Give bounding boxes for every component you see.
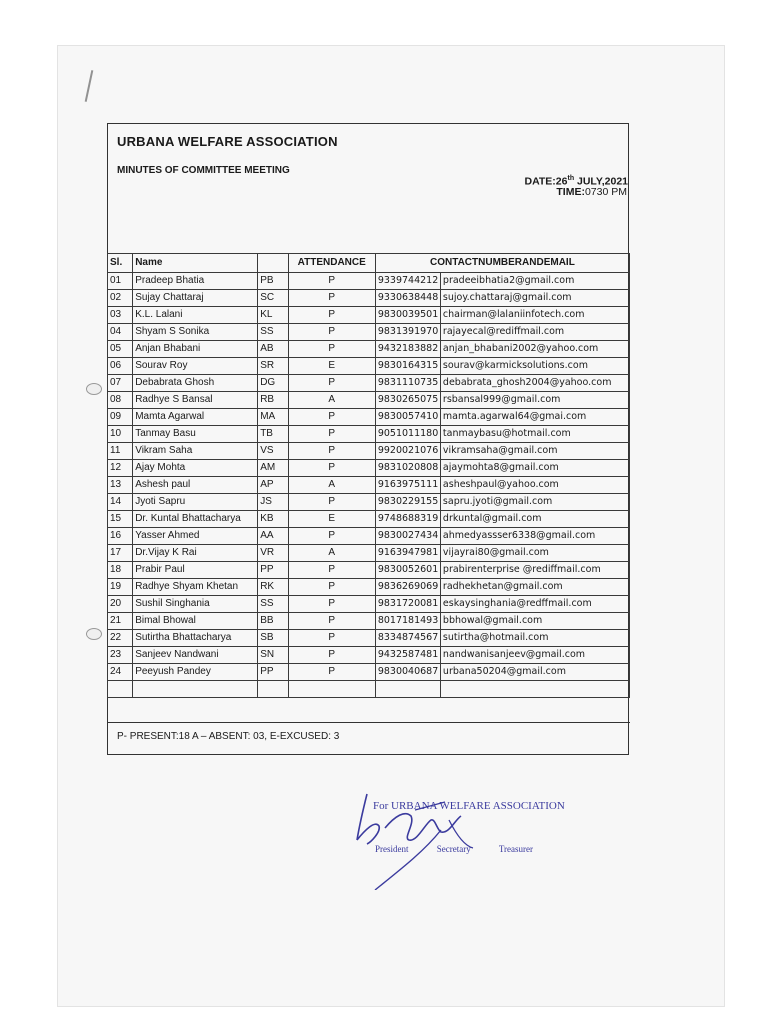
cell-code: RK — [258, 579, 288, 596]
cell-phone: 9830265075 — [375, 392, 440, 409]
cell-email: anjan_bhabani2002@yahoo.com — [440, 341, 629, 358]
cell-name: Sushil Singhania — [133, 596, 258, 613]
cell-email: vijayrai80@gmail.com — [440, 545, 629, 562]
cell-sl: 13 — [108, 477, 133, 494]
cell-email: sujoy.chattaraj@gmail.com — [440, 290, 629, 307]
cell-sl: 10 — [108, 426, 133, 443]
cell-phone: 9831391970 — [375, 324, 440, 341]
cell-name: Radhye Shyam Khetan — [133, 579, 258, 596]
cell-attendance: A — [288, 477, 375, 494]
cell-email: mamta.agarwal64@gmai.com — [440, 409, 629, 426]
table-row — [108, 443, 630, 460]
cell-phone: 9432183882 — [375, 341, 440, 358]
cell-code: SB — [258, 630, 288, 647]
cell-attendance: A — [288, 392, 375, 409]
table-row — [108, 409, 630, 426]
handwritten-signature — [345, 780, 605, 890]
cell-code: SS — [258, 596, 288, 613]
table-row — [108, 613, 630, 630]
cell-phone: 9163975111 — [375, 477, 440, 494]
cell-email: pradeeibhatia2@gmail.com — [440, 273, 629, 290]
cell-email: urbana50204@gmail.com — [440, 664, 629, 681]
role-treasurer: Treasurer — [498, 844, 533, 854]
cell-email: eskaysinghania@redffmail.com — [440, 596, 629, 613]
table-row — [108, 290, 630, 307]
cell-code: BB — [258, 613, 288, 630]
cell-code: AB — [258, 341, 288, 358]
cell-sl: 20 — [108, 596, 133, 613]
punch-hole — [86, 628, 102, 640]
cell-email: asheshpaul@yahoo.com — [440, 477, 629, 494]
cell-name: Dr. Kuntal Bhattacharya — [133, 511, 258, 528]
cell-code: PB — [258, 273, 288, 290]
cell-email: sutirtha@hotmail.com — [440, 630, 629, 647]
cell-phone: 9051011180 — [375, 426, 440, 443]
meeting-time — [556, 186, 627, 198]
table-row — [108, 460, 630, 477]
cell-code: DG — [258, 375, 288, 392]
signature-org-line: For URBANA WELFARE ASSOCIATION — [373, 800, 565, 812]
cell-email: tanmaybasu@hotmail.com — [440, 426, 629, 443]
header-contact: CONTACTNUMBERANDEMAIL — [375, 254, 629, 273]
cell-name: Yasser Ahmed — [133, 528, 258, 545]
cell-sl: 16 — [108, 528, 133, 545]
cell-name: Tanmay Basu — [133, 426, 258, 443]
date-month-year: JULY,2021 — [574, 175, 628, 188]
header-sl: Sl. — [108, 254, 133, 273]
cell-attendance: P — [288, 562, 375, 579]
cell-phone: 9831110735 — [375, 375, 440, 392]
date-day: 26 — [555, 175, 568, 188]
cell-sl: 04 — [108, 324, 133, 341]
cell-email: nandwanisanjeev@gmail.com — [440, 647, 629, 664]
cell-code: AM — [258, 460, 288, 477]
cell-name: Peeyush Pandey — [133, 664, 258, 681]
cell-phone: 9830040687 — [375, 664, 440, 681]
cell-phone: 9831020808 — [375, 460, 440, 477]
cell-phone: 9831720081 — [375, 596, 440, 613]
cell-code: SN — [258, 647, 288, 664]
cell-name: Ajay Mohta — [133, 460, 258, 477]
cell-code: SR — [258, 358, 288, 375]
table-row — [108, 562, 630, 579]
attendance-table — [107, 253, 630, 698]
cell-phone: 9830057410 — [375, 409, 440, 426]
cell-name: Radhye S Bansal — [133, 392, 258, 409]
table-row — [108, 341, 630, 358]
cell-email: debabrata_ghosh2004@yahoo.com — [440, 375, 629, 392]
table-row — [108, 375, 630, 392]
role-secretary: Secretary — [436, 844, 471, 854]
table-row — [108, 307, 630, 324]
cell-sl: 07 — [108, 375, 133, 392]
cell-name: Dr.Vijay K Rai — [133, 545, 258, 562]
cell-name: Bimal Bhowal — [133, 613, 258, 630]
table-row — [108, 392, 630, 409]
table-row — [108, 545, 630, 562]
org-title: URBANA WELFARE ASSOCIATION — [117, 134, 338, 149]
cell-code: MA — [258, 409, 288, 426]
cell-sl: 22 — [108, 630, 133, 647]
table-row — [108, 664, 630, 681]
table-row — [108, 273, 630, 290]
cell-code: KB — [258, 511, 288, 528]
table-empty-row — [108, 681, 630, 698]
cell-attendance: P — [288, 664, 375, 681]
cell-phone: 8017181493 — [375, 613, 440, 630]
cell-sl: 17 — [108, 545, 133, 562]
cell-name: Ashesh paul — [133, 477, 258, 494]
cell-email: ahmedyassser6338@gmail.com — [440, 528, 629, 545]
cell-sl: 06 — [108, 358, 133, 375]
cell-name: Sourav Roy — [133, 358, 258, 375]
cell-sl: 21 — [108, 613, 133, 630]
cell-attendance: P — [288, 630, 375, 647]
cell-code: KL — [258, 307, 288, 324]
cell-email: sourav@karmicksolutions.com — [440, 358, 629, 375]
cell-email: vikramsaha@gmail.com — [440, 443, 629, 460]
cell-phone: 9432587481 — [375, 647, 440, 664]
cell-sl: 01 — [108, 273, 133, 290]
cell-name: Debabrata Ghosh — [133, 375, 258, 392]
cell-phone: 9748688319 — [375, 511, 440, 528]
cell-phone: 9339744212 — [375, 273, 440, 290]
cell-name: Sanjeev Nandwani — [133, 647, 258, 664]
cell-attendance: A — [288, 545, 375, 562]
cell-phone: 9836269069 — [375, 579, 440, 596]
cell-phone: 9830229155 — [375, 494, 440, 511]
cell-code: JS — [258, 494, 288, 511]
cell-sl: 03 — [108, 307, 133, 324]
cell-email: drkuntal@gmail.com — [440, 511, 629, 528]
table-header-row — [108, 254, 630, 273]
cell-phone: 9830052601 — [375, 562, 440, 579]
cell-name: Mamta Agarwal — [133, 409, 258, 426]
cell-attendance: P — [288, 613, 375, 630]
cell-sl: 24 — [108, 664, 133, 681]
cell-email: chairman@lalaniinfotech.com — [440, 307, 629, 324]
cell-attendance: P — [288, 409, 375, 426]
cell-sl: 12 — [108, 460, 133, 477]
cell-attendance: E — [288, 358, 375, 375]
cell-code: VS — [258, 443, 288, 460]
cell-attendance: P — [288, 341, 375, 358]
cell-email: rajayecal@rediffmail.com — [440, 324, 629, 341]
cell-phone: 9163947981 — [375, 545, 440, 562]
cell-name: K.L. Lalani — [133, 307, 258, 324]
cell-phone: 9830164315 — [375, 358, 440, 375]
cell-sl: 18 — [108, 562, 133, 579]
cell-sl: 15 — [108, 511, 133, 528]
time-label: TIME: — [556, 186, 585, 198]
cell-code: SC — [258, 290, 288, 307]
cell-attendance: P — [288, 460, 375, 477]
header-code — [258, 254, 288, 273]
cell-code: AA — [258, 528, 288, 545]
attendance-summary: P- PRESENT:18 A – ABSENT: 03, E-EXCUSED: 3 — [107, 722, 630, 755]
cell-email: ajaymohta8@gmail.com — [440, 460, 629, 477]
cell-attendance: P — [288, 290, 375, 307]
cell-attendance: P — [288, 494, 375, 511]
cell-attendance: E — [288, 511, 375, 528]
cell-name: Jyoti Sapru — [133, 494, 258, 511]
cell-email: sapru.jyoti@gmail.com — [440, 494, 629, 511]
table-row — [108, 579, 630, 596]
cell-sl: 23 — [108, 647, 133, 664]
cell-code: RB — [258, 392, 288, 409]
cell-attendance: P — [288, 596, 375, 613]
date-label: DATE: — [524, 175, 556, 188]
cell-name: Shyam S Sonika — [133, 324, 258, 341]
cell-code: PP — [258, 562, 288, 579]
cell-name: Sutirtha Bhattacharya — [133, 630, 258, 647]
cell-code: VR — [258, 545, 288, 562]
cell-sl: 02 — [108, 290, 133, 307]
cell-name: Anjan Bhabani — [133, 341, 258, 358]
cell-phone: 9330638448 — [375, 290, 440, 307]
cell-email: rsbansal999@gmail.com — [440, 392, 629, 409]
table-row — [108, 647, 630, 664]
cell-attendance: P — [288, 375, 375, 392]
table-row — [108, 494, 630, 511]
cell-name: Vikram Saha — [133, 443, 258, 460]
signature-stamp — [345, 780, 605, 890]
cell-phone: 9920021076 — [375, 443, 440, 460]
cell-attendance: P — [288, 647, 375, 664]
cell-email: radhekhetan@gmail.com — [440, 579, 629, 596]
table-row — [108, 528, 630, 545]
cell-attendance: P — [288, 579, 375, 596]
cell-sl: 14 — [108, 494, 133, 511]
role-president: President — [375, 844, 409, 854]
cell-sl: 09 — [108, 409, 133, 426]
table-row — [108, 477, 630, 494]
cell-email: prabirenterprise @rediffmail.com — [440, 562, 629, 579]
header-name: Name — [133, 254, 258, 273]
cell-sl: 19 — [108, 579, 133, 596]
cell-code: SS — [258, 324, 288, 341]
table-row — [108, 511, 630, 528]
cell-name: Pradeep Bhatia — [133, 273, 258, 290]
cell-sl: 05 — [108, 341, 133, 358]
cell-phone: 9830027434 — [375, 528, 440, 545]
table-row — [108, 426, 630, 443]
punch-hole — [86, 383, 102, 395]
cell-attendance: P — [288, 443, 375, 460]
table-row — [108, 596, 630, 613]
meeting-subtitle: MINUTES OF COMMITTEE MEETING — [117, 165, 290, 176]
cell-phone: 8334874567 — [375, 630, 440, 647]
time-value: 0730 PM — [584, 186, 627, 198]
cell-attendance: P — [288, 528, 375, 545]
header-attendance: ATTENDANCE — [288, 254, 375, 273]
cell-phone: 9830039501 — [375, 307, 440, 324]
cell-sl: 11 — [108, 443, 133, 460]
cell-sl: 08 — [108, 392, 133, 409]
table-row — [108, 324, 630, 341]
cell-name: Prabir Paul — [133, 562, 258, 579]
cell-email: bbhowal@gmail.com — [440, 613, 629, 630]
cell-attendance: P — [288, 307, 375, 324]
cell-attendance: P — [288, 273, 375, 290]
cell-code: PP — [258, 664, 288, 681]
table-row — [108, 630, 630, 647]
date-suffix: th — [567, 175, 575, 182]
cell-code: AP — [258, 477, 288, 494]
cell-name: Sujay Chattaraj — [133, 290, 258, 307]
cell-attendance: P — [288, 426, 375, 443]
cell-code: TB — [258, 426, 288, 443]
table-row — [108, 358, 630, 375]
signature-roles — [375, 844, 559, 854]
cell-attendance: P — [288, 324, 375, 341]
